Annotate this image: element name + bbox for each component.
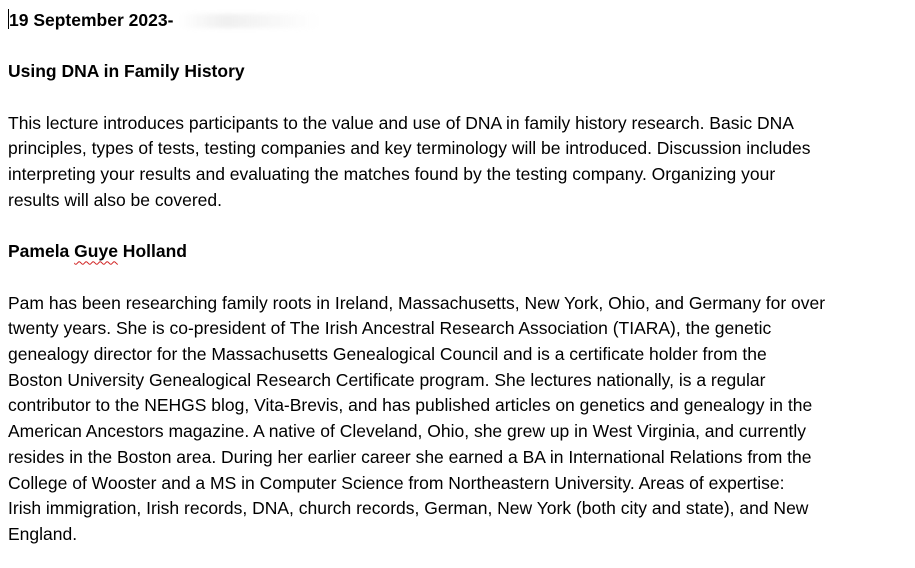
blank-line xyxy=(8,85,908,111)
date-text: 19 September 2023- xyxy=(9,10,174,30)
description-line: results will also be covered. xyxy=(8,189,222,210)
date-heading xyxy=(8,8,908,34)
bio-line: genealogy director for the Massachusetts Genealogical Council and is a certificate holder from the xyxy=(8,344,767,365)
lecture-title: Using DNA in Family History xyxy=(8,61,245,82)
blank-line xyxy=(8,265,908,291)
bio-line: resides in the Boston area. During her earlier career she earned a BA in International Relations from the xyxy=(8,446,812,467)
blank-line xyxy=(8,34,908,60)
bio-line: England. xyxy=(8,524,78,544)
bio-line: contributor to the NEHGS blog, Vita-Brevis, and has published articles on genetics and genealogy in the xyxy=(8,395,813,416)
speaker-name xyxy=(8,239,908,265)
bio-line: Irish immigration, Irish records, DNA, church records, German, New York (both city and state), and New xyxy=(8,498,809,519)
document-body[interactable] xyxy=(8,8,908,548)
bio-line: Pam has been researching family roots in Ireland, Massachusetts, New York, Ohio, and Germany for over xyxy=(8,292,826,313)
description-line: This lecture introduces participants to the value and use of DNA in family history research. Basic DNA xyxy=(8,112,794,133)
bio-line: American Ancestors magazine. A native of Cleveland, Ohio, she grew up in West Virginia, and currently xyxy=(8,421,806,442)
description-line: principles, types of tests, testing companies and key terminology will be introduced. Discussion includes xyxy=(8,138,811,159)
speaker-first-name: Pamela xyxy=(8,241,75,262)
bio-line: College of Wooster and a MS in Computer Science from Northeastern University. Areas of expertise: xyxy=(8,472,785,493)
bio-line: Boston University Genealogical Research Certificate program. She lectures nationally, is a regular xyxy=(8,369,766,390)
blank-line xyxy=(8,214,908,240)
lecture-description xyxy=(8,111,908,214)
speaker-last-name: Holland xyxy=(117,241,187,262)
redacted-text xyxy=(179,14,319,28)
speaker-middle-name-misspelled: Guye xyxy=(74,241,118,262)
description-line: interpreting your results and evaluating the matches found by the testing company. Organizing your xyxy=(8,164,776,185)
bio-line: twenty years. She is co-president of The Irish Ancestral Research Association (TIARA), the genetic xyxy=(8,318,772,339)
speaker-bio xyxy=(8,291,908,548)
